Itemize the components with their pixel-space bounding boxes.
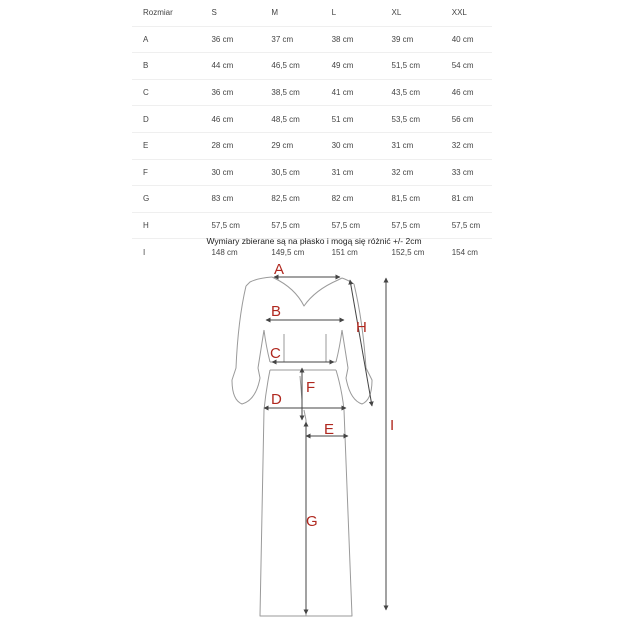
label-h: H	[356, 319, 367, 336]
label-a: A	[274, 261, 285, 278]
size-cell: 32 cm	[452, 132, 492, 159]
size-cell: 49 cm	[332, 53, 392, 80]
size-cell: 41 cm	[332, 79, 392, 106]
row-label: H	[132, 212, 211, 239]
size-cell: 57,5 cm	[392, 212, 452, 239]
garment-diagram	[200, 250, 430, 620]
size-cell: 151 cm	[331, 247, 358, 257]
size-cell: 40 cm	[452, 26, 492, 53]
measurement-note: Wymiary zbierane są na płasko i mogą się różnić +/- 2cm	[206, 236, 422, 246]
table-row	[132, 212, 492, 239]
size-table	[132, 0, 492, 265]
size-cell: 31 cm	[392, 132, 452, 159]
size-cell: 83 cm	[211, 186, 271, 213]
row-label: E	[132, 132, 211, 159]
table-row	[132, 79, 492, 106]
size-cell: 82,5 cm	[271, 186, 331, 213]
size-cell: 39 cm	[392, 26, 452, 53]
label-d: D	[271, 391, 282, 408]
label-i: I	[390, 417, 395, 434]
size-cell: 30 cm	[332, 132, 392, 159]
table-row	[132, 106, 492, 133]
label-g: G	[306, 513, 318, 530]
label-c: C	[270, 345, 281, 362]
size-cell: 30 cm	[211, 159, 271, 186]
header-rozmiar: Rozmiar	[132, 0, 211, 26]
table-row	[132, 132, 492, 159]
size-cell: 32 cm	[392, 159, 452, 186]
size-cell: 81,5 cm	[392, 186, 452, 213]
row-label: I	[143, 247, 146, 257]
size-cell: 148 cm	[211, 247, 238, 257]
size-cell: 38 cm	[332, 26, 392, 53]
table-row	[132, 26, 492, 53]
size-cell: 37 cm	[271, 26, 331, 53]
size-cell: 56 cm	[452, 106, 492, 133]
size-cell: 28 cm	[211, 132, 271, 159]
header-s: S	[211, 0, 271, 26]
size-cell: 46,5 cm	[271, 53, 331, 80]
row-label: B	[132, 53, 211, 80]
table-row	[132, 159, 492, 186]
size-cell: 51,5 cm	[392, 53, 452, 80]
size-cell: 54 cm	[452, 53, 492, 80]
size-cell: 57,5 cm	[332, 212, 392, 239]
size-cell: 36 cm	[211, 26, 271, 53]
arrow-h	[350, 280, 372, 406]
row-label: G	[132, 186, 211, 213]
size-cell: 46 cm	[452, 79, 492, 106]
row-label: A	[132, 26, 211, 53]
size-cell: 29 cm	[271, 132, 331, 159]
size-cell: 57,5 cm	[211, 212, 271, 239]
size-cell: 38,5 cm	[271, 79, 331, 106]
size-cell: 149,5 cm	[271, 247, 305, 257]
size-cell: 43,5 cm	[392, 79, 452, 106]
table-row	[132, 53, 492, 80]
size-cell: 82 cm	[332, 186, 392, 213]
row-label: F	[132, 159, 211, 186]
size-cell: 81 cm	[452, 186, 492, 213]
size-cell: 53,5 cm	[392, 106, 452, 133]
header-xxl: XXL	[452, 0, 492, 26]
label-f: F	[306, 379, 316, 396]
size-cell: 57,5 cm	[452, 212, 492, 239]
size-cell: 154 cm	[451, 247, 478, 257]
size-cell: 44 cm	[211, 53, 271, 80]
size-cell: 33 cm	[452, 159, 492, 186]
size-cell: 31 cm	[332, 159, 392, 186]
size-cell: 46 cm	[211, 106, 271, 133]
size-cell: 152,5 cm	[391, 247, 425, 257]
table-body	[132, 26, 492, 265]
table-row	[132, 186, 492, 213]
size-cell: 36 cm	[211, 79, 271, 106]
size-cell: 57,5 cm	[271, 212, 331, 239]
header-l: L	[332, 0, 392, 26]
size-cell: 48,5 cm	[271, 106, 331, 133]
size-cell: 30,5 cm	[271, 159, 331, 186]
size-cell: 51 cm	[332, 106, 392, 133]
header-xl: XL	[392, 0, 452, 26]
row-label: C	[132, 79, 211, 106]
table-header-row	[132, 0, 492, 26]
header-m: M	[271, 0, 331, 26]
row-label: D	[132, 106, 211, 133]
measurement-arrows	[264, 277, 386, 614]
label-b: B	[271, 303, 282, 320]
label-e: E	[324, 421, 335, 438]
jumpsuit-outline	[232, 277, 372, 616]
